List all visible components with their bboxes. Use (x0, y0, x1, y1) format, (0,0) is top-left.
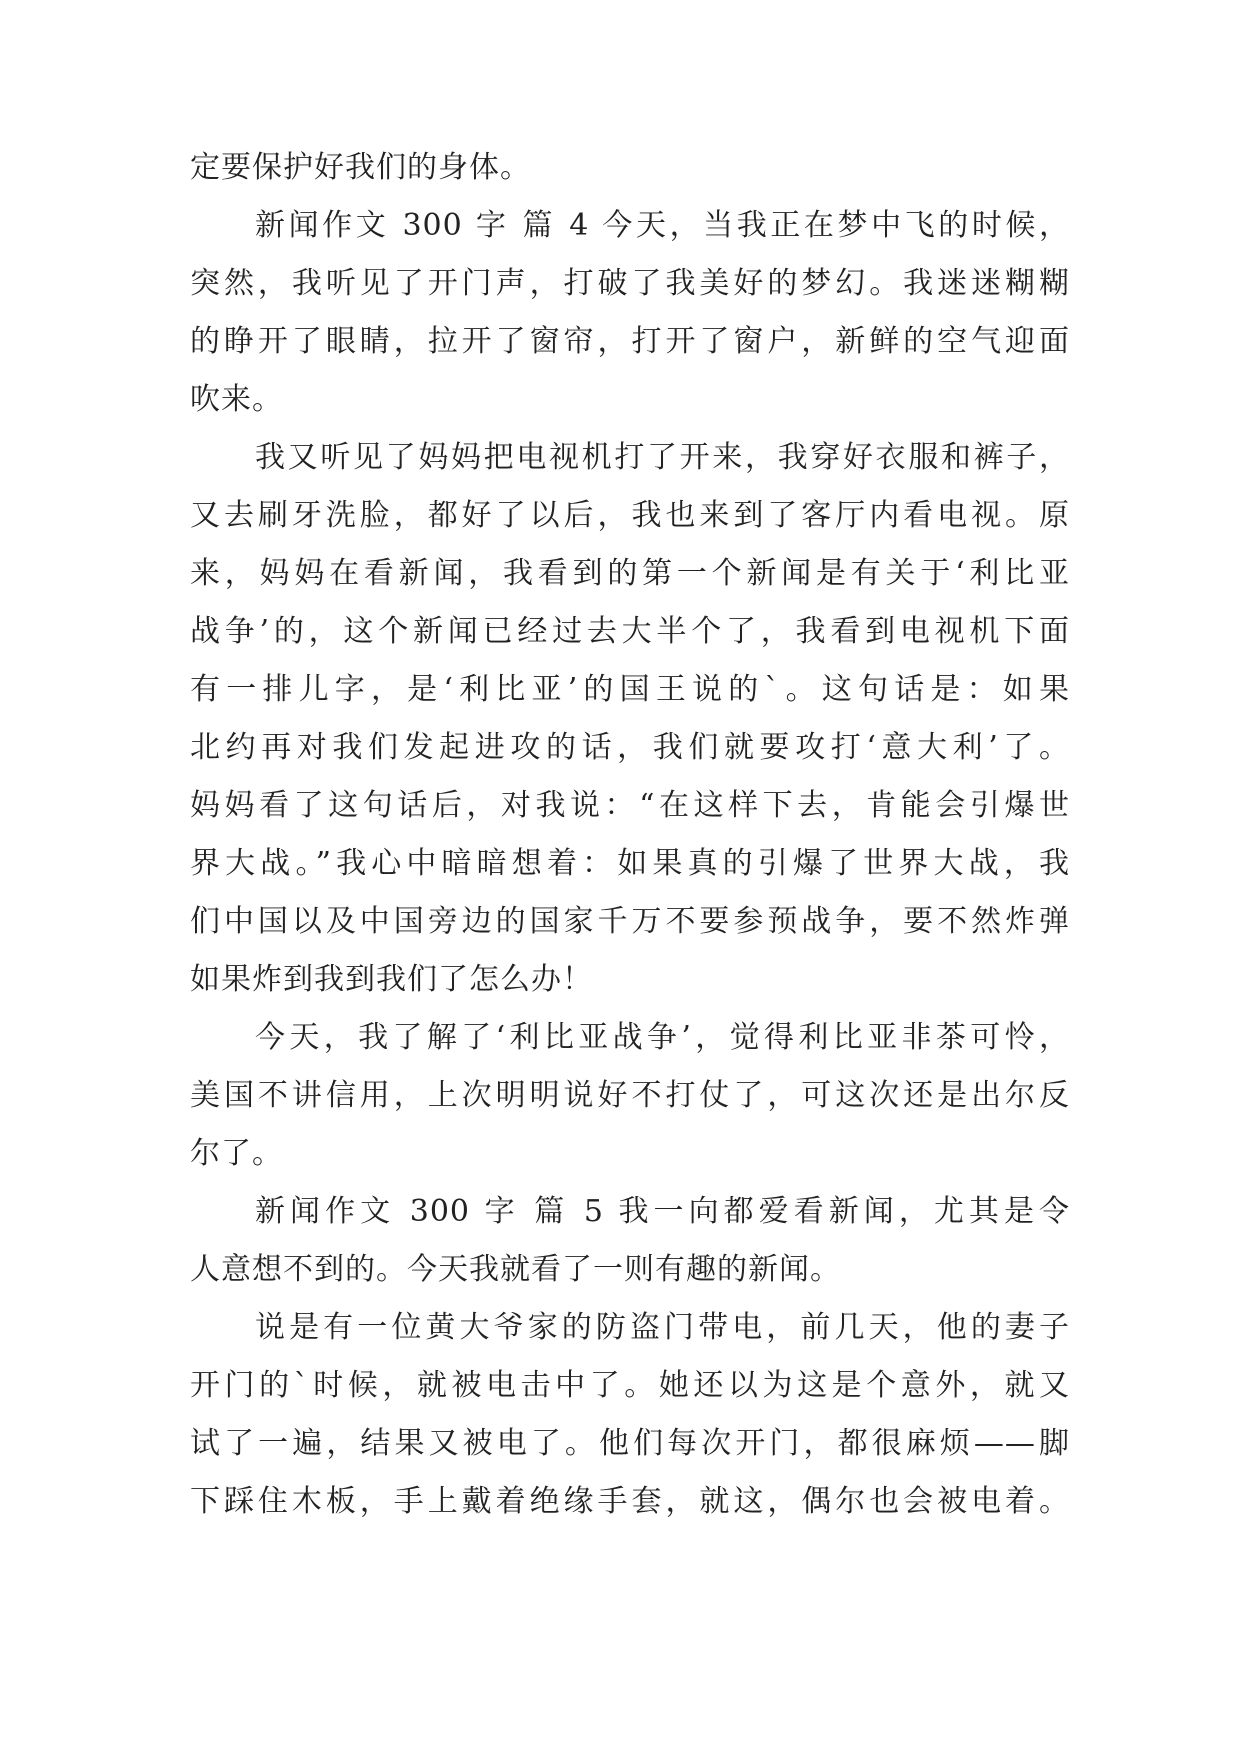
text-line-2-heading-article-4: 新闻作文 300 字 篇 4 今天，当我正在梦中飞的时候， (255, 208, 1070, 243)
text-line-3: 突然，我听见了开门声，打破了我美好的梦幻。我迷迷糊糊 (190, 266, 1070, 301)
text-line-8: 来，妈妈在看新闻，我看到的第一个新闻是有关于‘利比亚 (190, 556, 1070, 591)
text-line-5: 吹来。 (190, 382, 283, 417)
text-line-19-heading-article-5: 新闻作文 300 字 篇 5 我一向都爱看新闻，尤其是令 (255, 1194, 1070, 1229)
text-line-9: 战争’的，这个新闻已经过去大半个了，我看到电视机下面 (190, 614, 1070, 649)
text-line-18: 尔了。 (190, 1136, 283, 1171)
text-line-21: 说是有一位黄大爷家的防盗门带电，前几天，他的妻子 (255, 1310, 1070, 1345)
text-line-10: 有一排儿字，是‘利比亚’的国王说的`。这句话是：如果 (190, 672, 1070, 707)
text-line-22: 开门的`时候，就被电击中了。她还以为这是个意外，就又 (190, 1368, 1070, 1403)
text-line-15: 如果炸到我到我们了怎么办！ (190, 962, 593, 997)
text-line-17: 美国不讲信用，上次明明说好不打仗了，可这次还是出尔反 (190, 1078, 1070, 1113)
text-line-1: 定要保护好我们的身体。 (190, 150, 531, 185)
text-line-12: 妈妈看了这句话后，对我说：“在这样下去，肯能会引爆世 (190, 788, 1070, 823)
text-line-20: 人意想不到的。今天我就看了一则有趣的新闻。 (190, 1252, 841, 1287)
text-line-7: 又去刷牙洗脸，都好了以后，我也来到了客厅内看电视。原 (190, 498, 1070, 533)
text-line-11: 北约再对我们发起进攻的话，我们就要攻打‘意大利’了。 (190, 730, 1070, 765)
text-line-6: 我又听见了妈妈把电视机打了开来，我穿好衣服和裤子， (255, 440, 1070, 475)
text-line-23: 试了一遍，结果又被电了。他们每次开门，都很麻烦——脚 (190, 1426, 1070, 1461)
text-line-16: 今天，我了解了‘利比亚战争’，觉得利比亚非茶可怜， (255, 1020, 1070, 1055)
text-line-4: 的睁开了眼睛，拉开了窗帘，打开了窗户，新鲜的空气迎面 (190, 324, 1070, 359)
text-line-13: 界大战。”我心中暗暗想着：如果真的引爆了世界大战，我 (190, 846, 1070, 881)
text-line-24: 下踩住木板，手上戴着绝缘手套，就这，偶尔也会被电着。 (190, 1484, 1070, 1519)
text-line-14: 们中国以及中国旁边的国家千万不要参预战争，要不然炸弹 (190, 904, 1070, 939)
